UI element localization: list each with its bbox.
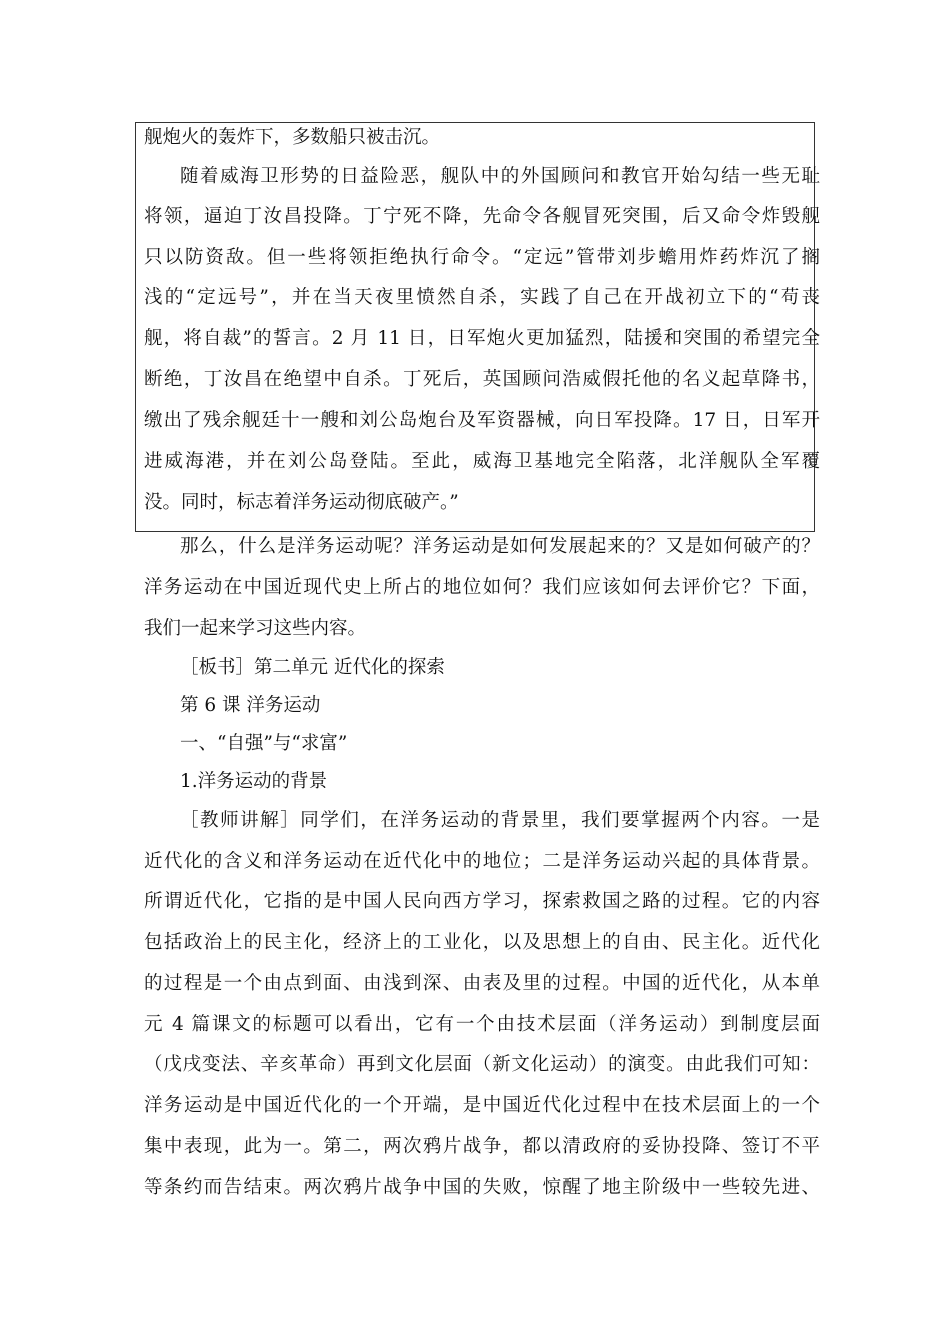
quote-line: 将领，逼迫丁汝昌投降。丁宁死不降，先命令各舰冒死突围，后又命令炸毁舰 <box>144 206 820 227</box>
lecture-line: 所谓近代化，它指的是中国人民向西方学习，探索救国之路的过程。它的内容 <box>144 891 820 912</box>
quote-line: 随着威海卫形势的日益险恶，舰队中的外国顾问和教官开始勾结一些无耻 <box>180 166 820 187</box>
lecture-line: 等条约而告结束。两次鸦片战争中国的失败，惊醒了地主阶级中一些较先进、 <box>144 1177 820 1198</box>
quote-line: 浅的“定远号”，并在当天夜里愤然自杀，实践了自己在开战初立下的“苟丧 <box>144 287 820 308</box>
blackboard-heading: ［板书］第二单元 近代化的探索 <box>180 657 445 678</box>
lecture-line: ［教师讲解］同学们，在洋务运动的背景里，我们要掌握两个内容。一是 <box>180 810 820 831</box>
lecture-line: 集中表现，此为一。第二，两次鸦片战争，都以清政府的妥协投降、签订不平 <box>144 1136 820 1157</box>
lecture-line: （戊戌变法、辛亥革命）再到文化层面（新文化运动）的演变。由此我们可知： <box>144 1054 820 1075</box>
intro-line: 那么，什么是洋务运动呢？洋务运动是如何发展起来的？又是如何破产的？ <box>180 536 820 557</box>
lecture-line: 包括政治上的民主化，经济上的工业化，以及思想上的自由、民主化。近代化 <box>144 932 820 953</box>
quote-line: 没。同时，标志着洋务运动彻底破产。” <box>144 492 459 513</box>
lecture-line: 近代化的含义和洋务运动在近代化中的地位；二是洋务运动兴起的具体背景。 <box>144 851 820 872</box>
intro-line: 我们一起来学习这些内容。 <box>144 618 367 639</box>
lecture-line: 元 4 篇课文的标题可以看出，它有一个由技术层面（洋务运动）到制度层面 <box>144 1014 820 1035</box>
intro-line: 洋务运动在中国近现代史上所占的地位如何？我们应该如何去评价它？下面， <box>144 577 820 598</box>
quote-line: 舰炮火的轰炸下，多数船只被击沉。 <box>144 127 441 148</box>
quote-line: 舰，将自裁”的誓言。2 月 11 日，日军炮火更加猛烈，陆援和突围的希望完全 <box>144 328 820 349</box>
subsection-heading: 1.洋务运动的背景 <box>180 771 328 792</box>
quote-line: 缴出了残余舰廷十一艘和刘公岛炮台及军资器械，向日军投降。17 日，日军开 <box>144 410 820 431</box>
quote-line: 断绝，丁汝昌在绝望中自杀。丁死后，英国顾问浩威假托他的名义起草降书， <box>144 369 820 390</box>
quote-line: 进威海港，并在刘公岛登陆。至此，威海卫基地完全陷落，北洋舰队全军覆 <box>144 451 820 472</box>
section-heading: 一、“自强”与“求富” <box>180 733 348 754</box>
lecture-line: 洋务运动是中国近代化的一个开端，是中国近代化过程中在技术层面上的一个 <box>144 1095 820 1116</box>
lecture-line: 的过程是一个由点到面、由浅到深、由表及里的过程。中国的近代化，从本单 <box>144 973 820 994</box>
lesson-heading: 第 6 课 洋务运动 <box>180 695 321 716</box>
quote-line: 只以防资敌。但一些将领拒绝执行命令。“定远”管带刘步蟾用炸药炸沉了搁 <box>144 247 820 268</box>
